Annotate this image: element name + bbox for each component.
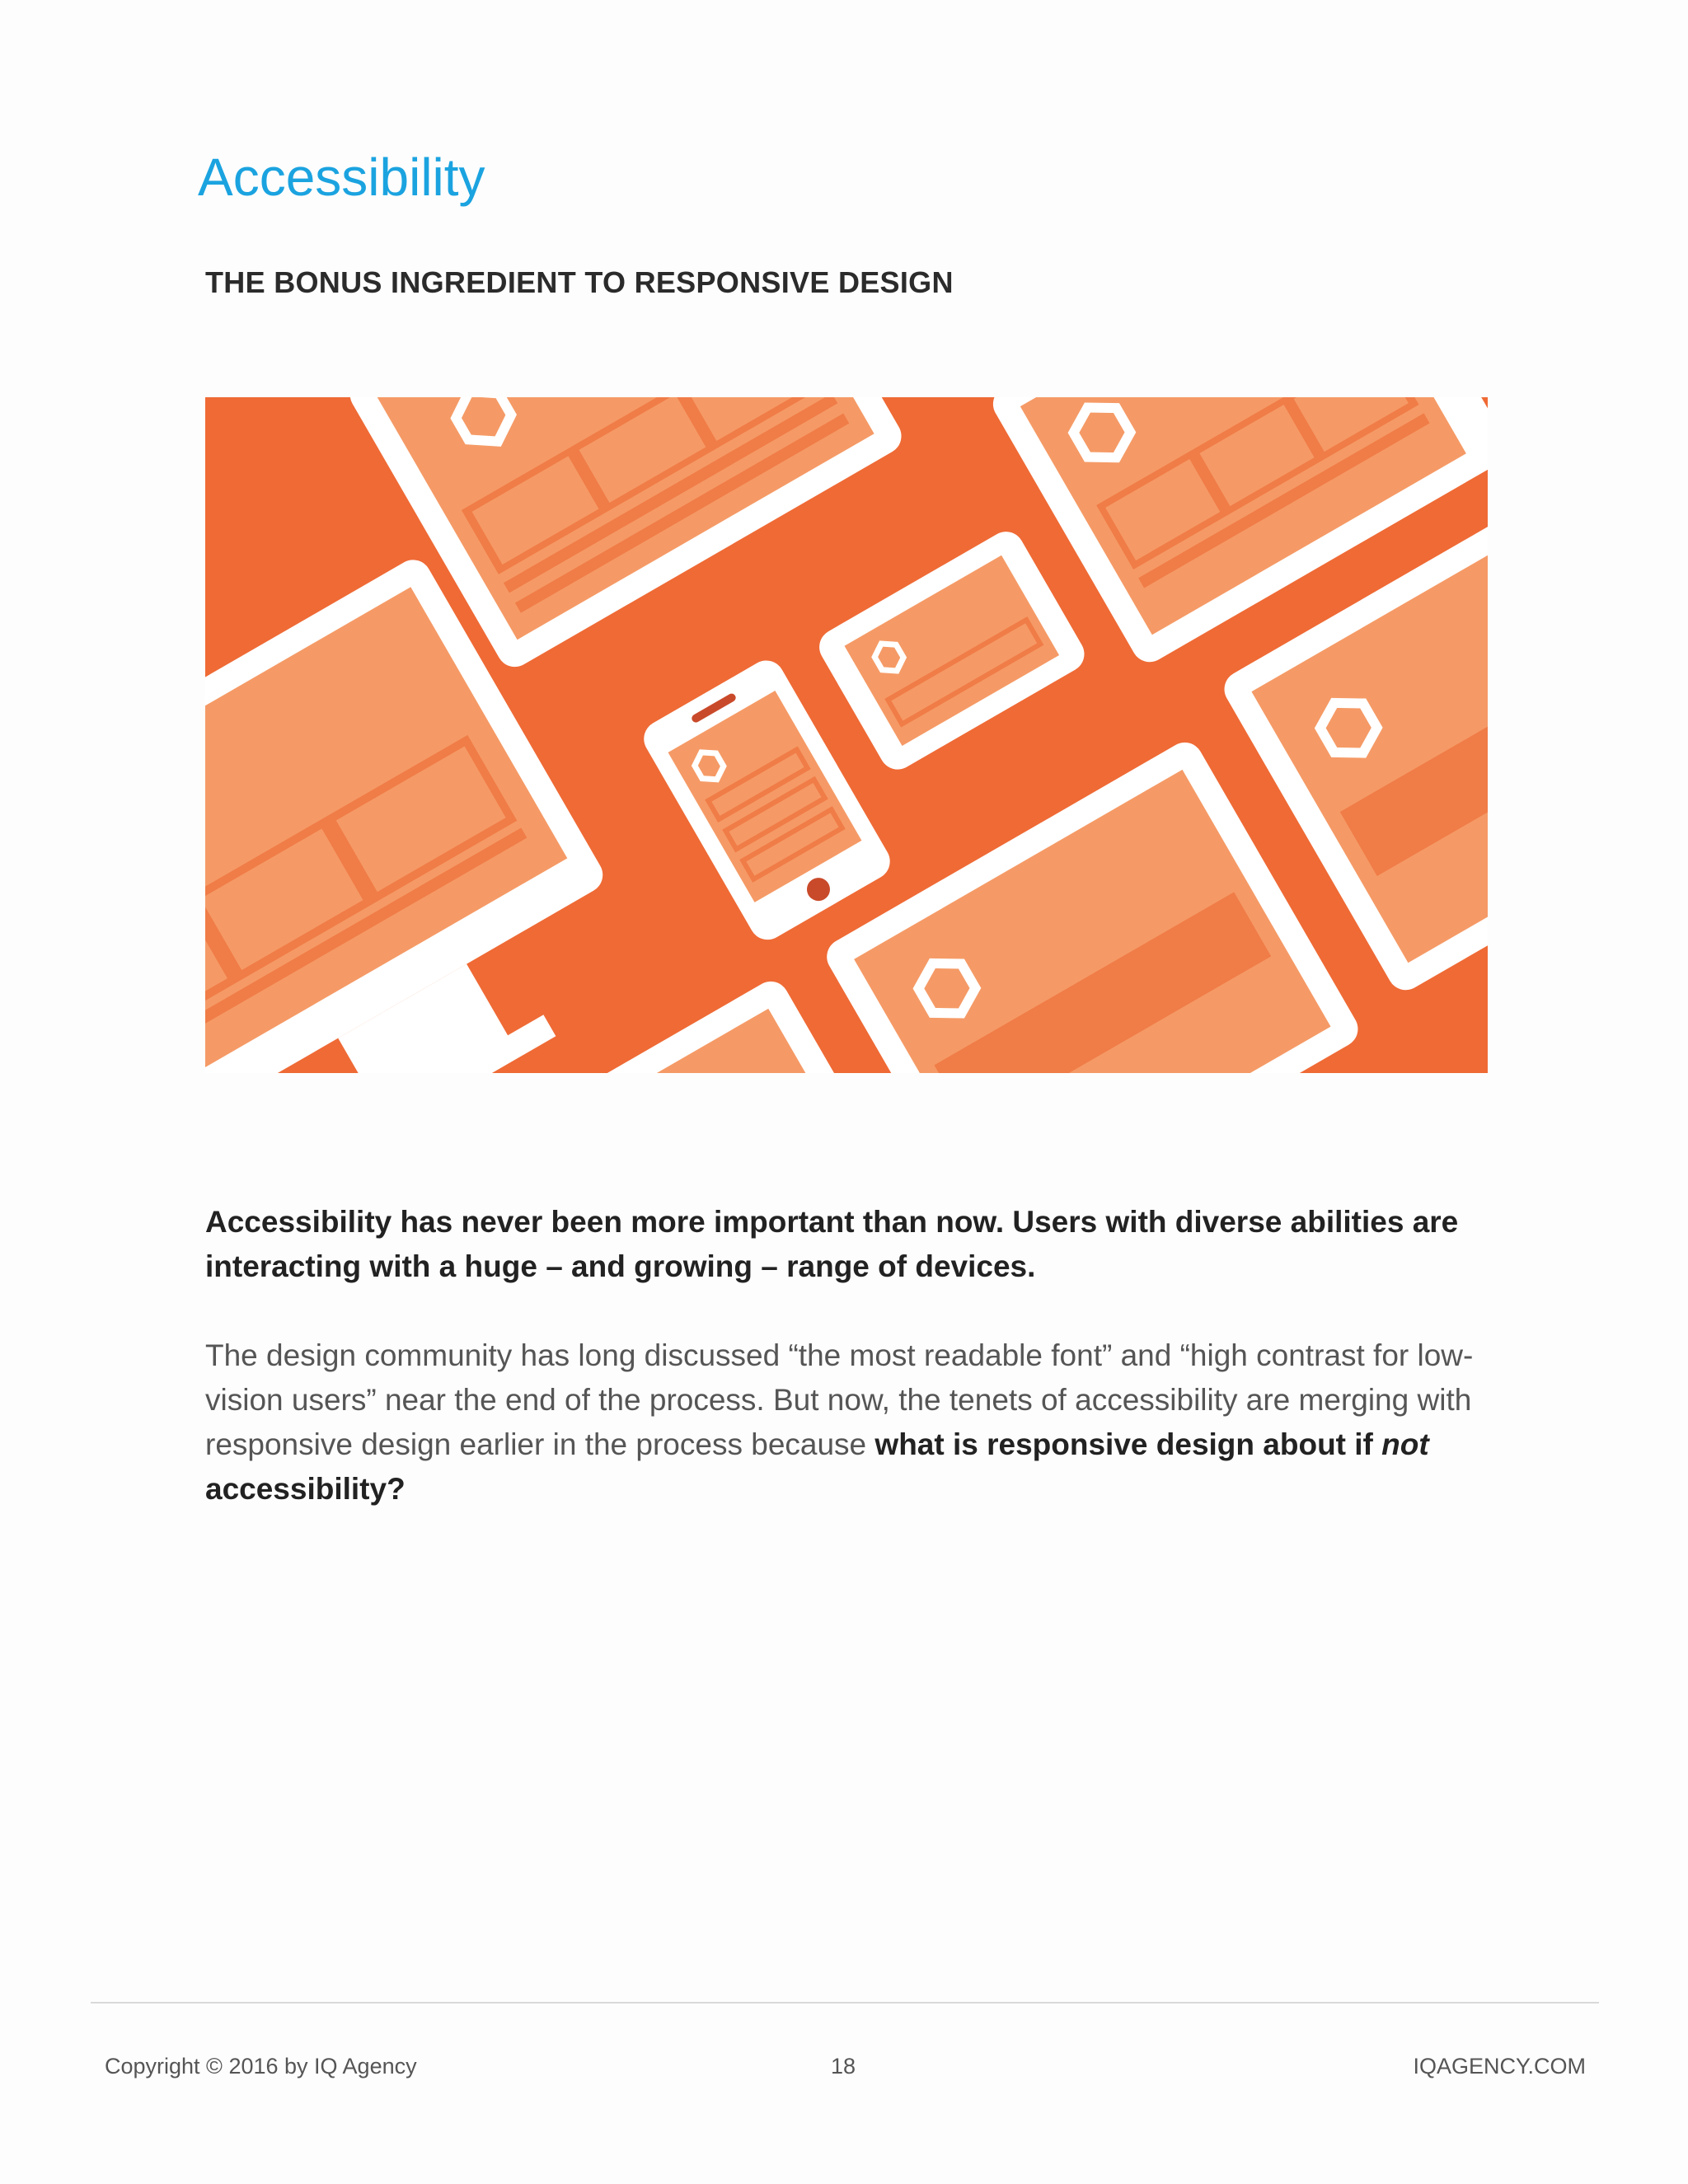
body-paragraph xyxy=(205,1333,1491,1511)
page-subtitle: THE BONUS INGREDIENT TO RESPONSIVE DESIGN xyxy=(205,265,954,299)
footer-copyright: Copyright © 2016 by IQ Agency xyxy=(105,2054,417,2079)
footer-page-number: 18 xyxy=(831,2054,856,2079)
lead-paragraph: Accessibility has never been more important than now. Users with diverse abilities are interacting with a huge – and growing – range of devices. xyxy=(205,1205,1459,1283)
footer-divider xyxy=(91,2002,1599,2004)
hero-illustration xyxy=(205,397,1488,1073)
body-italic-not: not xyxy=(1381,1427,1429,1461)
body-emphasis-1: what is responsive design about if xyxy=(874,1427,1382,1461)
page-title: Accessibility xyxy=(198,148,485,207)
body-text-part1: The design community has long discussed “the most readable font” and “high contrast for low-vision users” near the end of the process. But now, the tenets of accessibility are merging with responsive design earlier in the process because xyxy=(205,1338,1474,1461)
body-emphasis-2: accessibility? xyxy=(205,1472,406,1506)
footer-site-link[interactable]: IQAGENCY.COM xyxy=(1413,2054,1586,2079)
